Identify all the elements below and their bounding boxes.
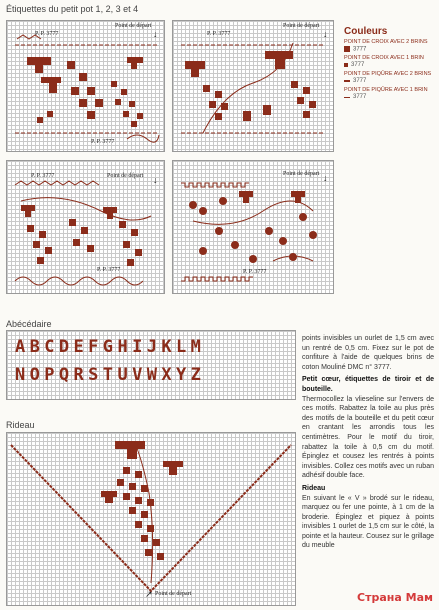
start-label-4: Point de départ — [283, 171, 320, 177]
swatch-square-icon — [344, 46, 350, 52]
alphabet-row-2: NOPQRSTUVWXYZ — [15, 365, 206, 385]
alphabet-row-1: ABCDEFGHIJKLM — [15, 337, 206, 357]
colour-label: POINT DE PIQÛRE AVEC 2 BRINS — [344, 71, 432, 78]
chart-panel-4 — [172, 160, 334, 294]
colours-title: Couleurs — [344, 26, 388, 37]
arrow-icon: ↓ — [323, 29, 328, 39]
paragraph-1: points invisibles un ourlet de 1,5 cm avec un rentré de 0,5 cm. Fixez sur le pot de confiture à l'aide de quelques brins de coton Mouliné DMC n° 3777. — [302, 335, 434, 371]
start-label-rideau: Point de départ — [155, 591, 192, 597]
arrow-icon: ↓ — [153, 29, 158, 39]
arrow-icon: ↓ — [323, 173, 328, 183]
swatch-line-icon — [344, 80, 350, 82]
instructions-text — [302, 334, 434, 551]
heading-rideau: Rideau — [302, 484, 326, 492]
chart-alphabet — [6, 330, 296, 400]
heading-petit-coeur: Petit cœur, étiquettes de tiroir et de bouteille. — [302, 376, 434, 393]
pp-label-3: P. P. 3777 — [31, 173, 55, 179]
colour-label: POINT DE PIQÛRE AVEC 1 BRIN — [344, 87, 428, 94]
arrow-icon: ↓ — [153, 175, 158, 185]
pattern-curtain-v — [7, 433, 295, 605]
section-title-rideau: Rideau — [6, 420, 35, 430]
colour-label: POINT DE CROIX AVEC 1 BRIN — [344, 55, 424, 62]
chart-panel-1 — [6, 20, 165, 152]
colour-item-2 — [344, 55, 436, 69]
colour-item-4 — [344, 87, 436, 101]
chart-panel-2 — [172, 20, 334, 152]
pp-label-4: P. P. 3777 — [243, 269, 267, 275]
colour-code: 3777 — [351, 62, 365, 69]
pattern-grapes-2 — [173, 21, 333, 151]
pp-label-1b: P. P. 3777 — [91, 139, 115, 145]
chart-panel-3 — [6, 160, 165, 294]
pp-label-3b: P. P. 3777 — [97, 267, 121, 273]
start-label-1: Point de départ — [115, 23, 152, 29]
watermark-logo: Страна Мам — [357, 591, 433, 604]
page-title: Étiquettes du petit pot 1, 2, 3 et 4 — [6, 4, 139, 14]
arrow-icon: ↗ — [145, 589, 153, 599]
colour-code: 3777 — [353, 46, 367, 53]
paragraph-2: Thermocollez la vlieseline sur l'envers de ces motifs. Rabattez la toile au plus près des motifs de la bouteille et du petit cœur en crantant les arrondis tous les centimètres. Pour le motif du tiroir, rabattez la toile à 0,5 cm du motif. Épinglez et cousez les rentrés à points invisibles. Collez ces motifs avec un ruban adhésif double face. — [302, 395, 434, 480]
pp-label-2: P. P. 3777 — [207, 31, 231, 37]
section-title-abecedaire: Abécédaire — [6, 319, 52, 329]
start-label-2: Point de départ — [283, 23, 320, 29]
pp-label-1: P. P. 3777 — [35, 31, 59, 37]
swatch-line-icon — [344, 97, 350, 98]
pattern-grapes-3 — [7, 161, 164, 293]
paragraph-3: En suivant le « V » brodé sur le rideau, marquez ou fer une pointe, à 1 cm de la broderie. Épinglez et piquez à points invisibles 1 ourlet de 1,5 cm sur le côté, la pointe et la hauteur. Cousez sur le grillage du meuble — [302, 494, 434, 550]
swatch-square-icon — [344, 63, 348, 67]
pattern-grapes-1 — [7, 21, 164, 151]
colour-label: POINT DE CROIX AVEC 2 BRINS — [344, 39, 428, 45]
start-label-3: Point de départ — [107, 173, 144, 179]
colour-item-3 — [344, 71, 436, 85]
colour-code: 3777 — [353, 94, 367, 101]
chart-rideau — [6, 432, 296, 606]
colour-item-1 — [344, 39, 436, 53]
colour-code: 3777 — [353, 78, 367, 85]
colours-legend — [344, 26, 436, 101]
